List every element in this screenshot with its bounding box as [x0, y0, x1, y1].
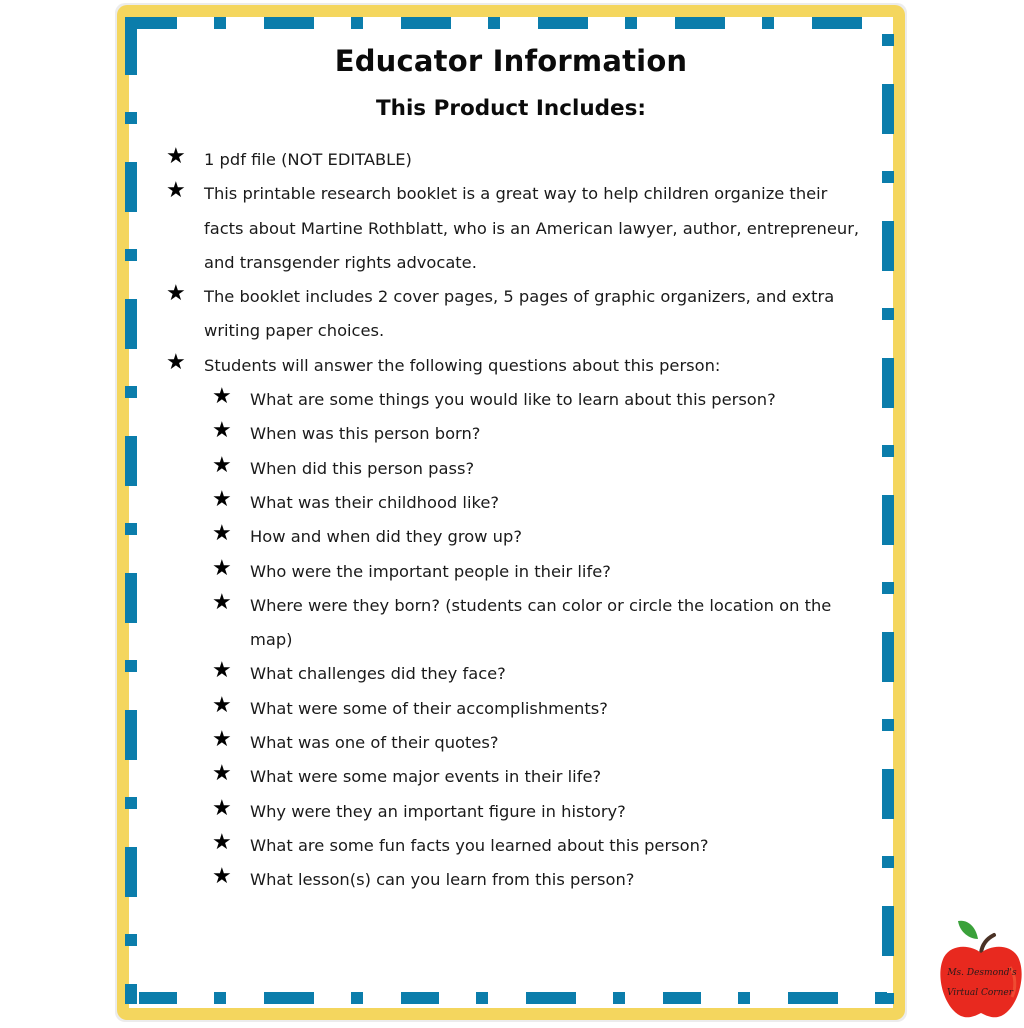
question-item [212, 486, 866, 520]
star-icon: ★ [212, 486, 232, 512]
star-icon: ★ [212, 418, 232, 444]
question-text: Why were they an important figure in history? [250, 801, 626, 821]
star-icon: ★ [212, 761, 232, 787]
question-text: What are some things you would like to learn about this person? [250, 390, 776, 410]
question-item [212, 417, 866, 451]
list-item [166, 177, 866, 280]
svg-text:Virtual Corner: Virtual Corner [946, 988, 1014, 998]
apple-icon [938, 915, 1024, 1024]
question-text: What was one of their quotes? [250, 733, 499, 753]
page-subtitle: This Product Includes: [375, 96, 647, 121]
list-item-text: 1 pdf file (NOT EDITABLE) [204, 150, 412, 169]
star-icon: ★ [166, 281, 186, 307]
star-icon: ★ [212, 384, 232, 410]
page-title: Educator Information [334, 44, 688, 78]
star-icon: ★ [212, 521, 232, 547]
star-icon: ★ [212, 555, 232, 581]
star-icon: ★ [212, 795, 232, 821]
questions-list [212, 383, 866, 897]
star-icon: ★ [212, 864, 232, 890]
star-icon: ★ [166, 178, 186, 204]
brand-logo [938, 915, 1024, 1024]
question-text: How and when did they grow up? [250, 527, 522, 547]
question-text: What were some of their accomplishments? [250, 698, 608, 718]
star-icon: ★ [166, 349, 186, 375]
svg-text:Ms. Desmond's: Ms. Desmond's [947, 968, 1017, 978]
question-item [212, 520, 866, 554]
question-item [212, 452, 866, 486]
question-text: What were some major events in their life? [250, 767, 602, 787]
question-item [212, 760, 866, 794]
list-item-text: The booklet includes 2 cover pages, 5 pages of graphic organizers, and extra writing paper choices. [204, 287, 835, 341]
star-icon: ★ [212, 692, 232, 718]
question-text: Where were they born? (students can color or circle the location on the map) [250, 595, 832, 650]
list-item [166, 280, 866, 349]
star-icon: ★ [212, 727, 232, 753]
question-item [212, 795, 866, 829]
list-item-text: This printable research booklet is a great way to help children organize their facts about Martine Rothblatt, who is an American lawyer, author, entrepreneur, and transgender rights advocate. [204, 184, 860, 272]
list-item-text: Students will answer the following questions about this person: [204, 355, 721, 375]
question-item [212, 589, 866, 658]
question-text: What challenges did they face? [250, 664, 506, 684]
star-icon: ★ [212, 589, 232, 615]
question-text: What lesson(s) can you learn from this person? [250, 870, 635, 890]
list-item [166, 143, 866, 177]
question-text: Who were the important people in their life? [250, 561, 611, 581]
question-item [212, 726, 866, 760]
product-includes-list [166, 143, 866, 898]
question-text: When was this person born? [250, 424, 481, 444]
question-text: What was their childhood like? [250, 492, 499, 512]
question-text: What are some fun facts you learned about this person? [250, 835, 709, 855]
star-icon: ★ [212, 829, 232, 855]
star-icon: ★ [166, 144, 186, 169]
list-item [166, 349, 866, 898]
question-item [212, 383, 866, 417]
question-item [212, 555, 866, 589]
question-text: When did this person pass? [250, 458, 475, 478]
star-icon: ★ [212, 452, 232, 478]
question-item [212, 692, 866, 726]
question-item [212, 863, 866, 897]
question-item [212, 829, 866, 863]
star-icon: ★ [212, 658, 232, 684]
question-item [212, 657, 866, 691]
